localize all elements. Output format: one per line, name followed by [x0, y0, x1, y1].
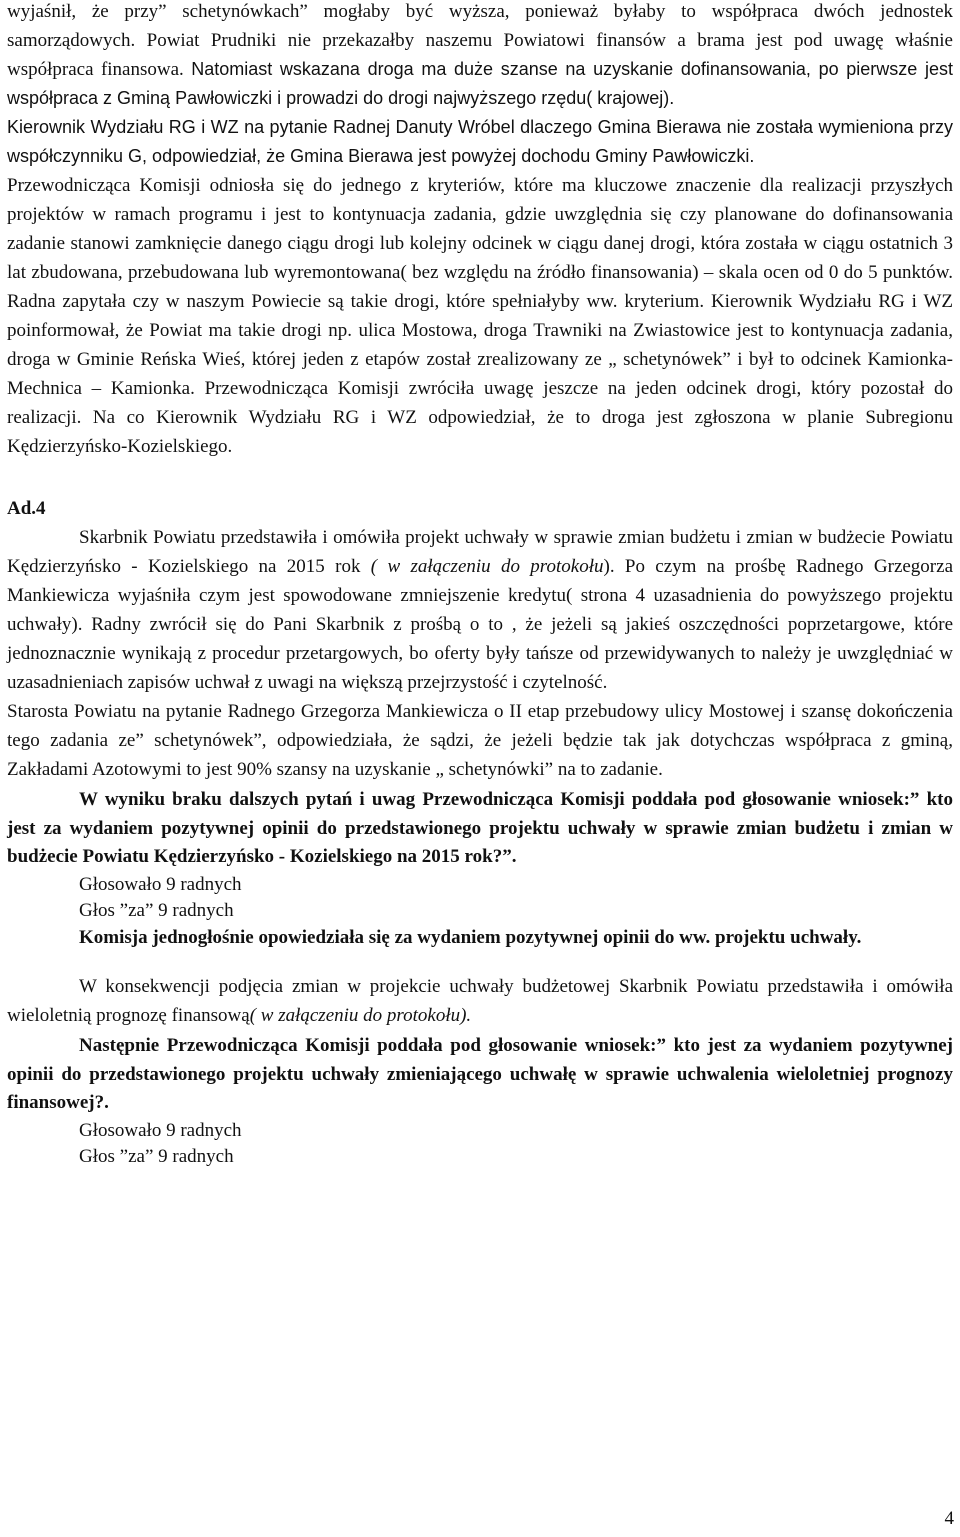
- vote-count-line: Głosowało 9 radnych: [79, 1119, 242, 1141]
- spacer: [7, 952, 953, 972]
- paragraph-italic-text: ( w załączeniu do protokołu: [370, 556, 604, 577]
- section-label: Ad.: [7, 498, 37, 519]
- section-number: 4: [36, 498, 46, 519]
- vote-summary-2: [7, 1118, 953, 1170]
- paragraph-bold-text: Następnie Przewodnicząca Komisji poddała pod głosowanie wniosek:” kto jest za wydaniem pozytywnej opinii do przedstawionego projektu uchwały zmieniającego uchwałę w sprawie uchwalenia wieloletniej prognozy finansowej?.: [7, 1035, 953, 1113]
- paragraph-bierawa: [7, 113, 953, 171]
- vote-count-line: Głosowało 9 radnych: [79, 873, 242, 895]
- paragraph-text: ). Po czym na prośbę Radnego Grzegorza Mankiewicza wyjaśniła czym jest spowodowane zmniejszenie kredytu( strona 4 uzasadnienia do powyższego projektu uchwały). Radny zwrócił się do Pani Skarbnik z prośbą o to , że jeżeli są jakieś oszczędności poprzetargowe, które jednoznacznie wynikają z procedur przetargowych, bo oferty były tańsze od przewidywanych to należy je uwzględniać w uzasadnieniach zapisów uchwał z uwagi na większą przejrzystość i czytelność.: [7, 556, 953, 693]
- paragraph-starosta: [7, 697, 953, 784]
- vote-summary-1: [7, 872, 953, 924]
- paragraph-komisja-opinia: [7, 924, 953, 953]
- paragraph-text: Starosta Powiatu na pytanie Radnego Grzegorza Mankiewicza o II etap przebudowy ulicy Mostowej i szansę dokończenia tego zadania ze” schetynówek”, odpowiedziała, że sądzi, że jeżeli będzie tak jak dotychczas współpraca z gminą, Zakładami Azotowymi to jest 90% szansy na uzyskanie „ schetynówki” na to zadanie.: [7, 701, 953, 780]
- paragraph-prognoza: [7, 972, 953, 1030]
- paragraph-italic-text: ( w załączeniu do protokołu).: [249, 1005, 472, 1026]
- paragraph-skarbnik: [7, 523, 953, 697]
- paragraph-text: Przewodnicząca Komisji odniosła się do jednego z kryteriów, które ma kluczowe znaczenie dla realizacji przyszłych projektów w ramach programu i jest to kontynuacja zadania, gdzie uwzględnia się czy planowane do dofinansowania zadanie stanowi zamknięcie danego ciągu drogi lub kolejny odcinek w ciągu danej drogi, która została w ciągu ostatnich 3 lat zbudowana, przebudowana lub wyremontowana( bez względu na źródło finansowania) – skala ocen od 0 do 5 punktów. Radna zapytała czy w naszym Powiecie są takie drogi, które spełniałyby ww. kryterium. Kierownik Wydziału RG i WZ poinformował, że Powiat ma takie drogi np. ulica Mostowa, droga Trawniki na Zwiastowice jest to kontynuacja zadania, droga w Gminie Reńska Wieś, której jeden z etapów został zrealizowany ze „ schetynówek” i był to odcinek Kamionka- Mechnica – Kamionka. Przewodnicząca Komisji zwróciła uwagę jeszcze na jeden odcinek drogi, który pozostał do realizacji. Na co Kierownik Wydziału RG i WZ odpowiedział, że to droga jest zgłoszona w planie Subregionu Kędzierzyńsko-Kozielskiego.: [7, 175, 953, 457]
- page-number: 4: [944, 1508, 954, 1529]
- vote-for-line: Głos ”za” 9 radnych: [79, 899, 234, 921]
- paragraph-kryteria: [7, 171, 953, 461]
- paragraph-bold-text: Komisja jednogłośnie opowiedziała się za wydaniem pozytywnej opinii do ww. projektu uchwały.: [79, 926, 862, 948]
- paragraph-glosowanie-2: [7, 1032, 953, 1118]
- paragraph-bold-text: W wyniku braku dalszych pytań i uwag Przewodnicząca Komisji poddała pod głosowanie wniosek:” kto jest za wydaniem pozytywnej opinii do przedstawionego projektu uchwały w sprawie zmian budżetu i zmian w budżecie Powiatu Kędzierzyńsko - Kozielskiego na 2015 rok?”.: [7, 789, 953, 867]
- paragraph-text: W konsekwencji podjęcia zmian w projekcie uchwały budżetowej Skarbnik Powiatu przedstawiła i omówiła wieloletnią prognozę finansową: [7, 976, 953, 1026]
- paragraph-text: wyjaśnił, że przy” schetynówkach” mogłaby być wyższa, ponieważ byłaby to współpraca dwóch jednostek samorządowych. Powiat Prudniki nie przekazałby naszemu Powiatowi finansów a brama jest pod uwagę właśnie współpraca finansowa.: [7, 1, 953, 80]
- vote-for-line: Głos ”za” 9 radnych: [79, 1145, 234, 1167]
- paragraph-schetynowki: [7, 0, 953, 113]
- spacer: [7, 461, 953, 490]
- paragraph-text: Natomiast wskazana droga ma duże szanse na uzyskanie dofinansowania, po pierwsze jest współpraca z Gminą Pawłowiczki i prowadzi do drogi najwyższego rzędu( krajowej).: [7, 59, 953, 108]
- section-heading-ad4: [7, 494, 953, 523]
- paragraph-glosowanie-1: [7, 786, 953, 872]
- paragraph-text: Skarbnik Powiatu przedstawiła i omówiła projekt uchwały w sprawie zmian budżetu i zmian w budżecie Powiatu Kędzierzyńsko - Kozielskiego na 2015 rok: [7, 527, 953, 577]
- paragraph-text: Kierownik Wydziału RG i WZ na pytanie Radnej Danuty Wróbel dlaczego Gmina Bierawa nie została wymieniona przy współczynniku G, odpowiedział, że Gmina Bierawa jest powyżej dochodu Gminy Pawłowiczki.: [7, 117, 953, 166]
